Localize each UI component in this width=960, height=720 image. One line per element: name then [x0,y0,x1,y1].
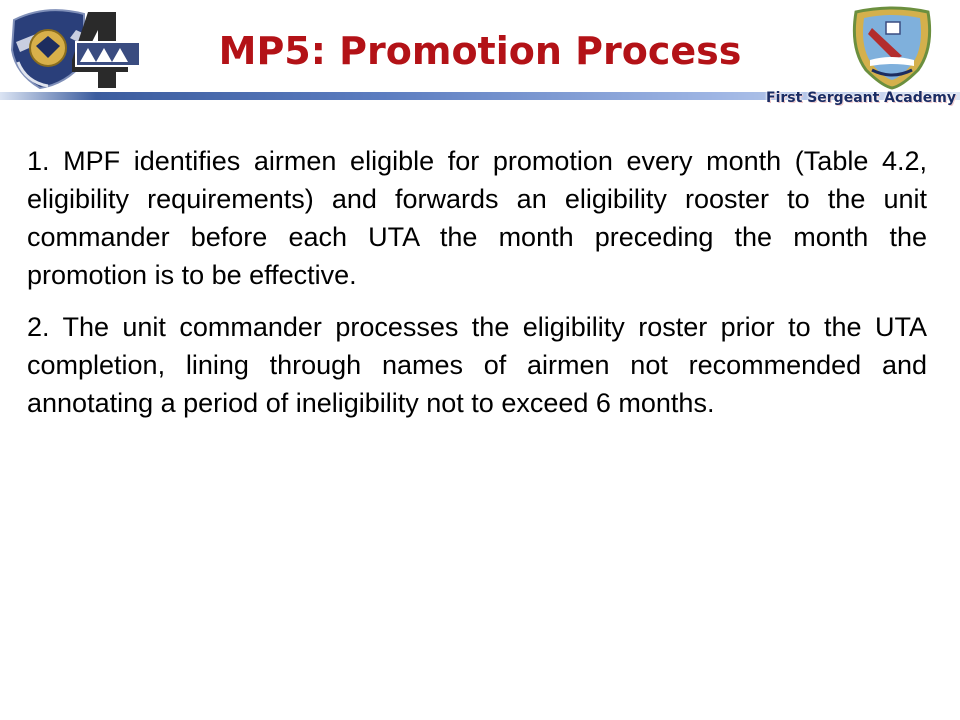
paragraph-2: 2. The unit commander processes the eligibility roster prior to the UTA completion, lining through names of airmen not recommended and annotating a period of ineligibility not to exceed 6 months. [27,312,927,418]
paragraph-1: 1. MPF identifies airmen eligible for promotion every month (Table 4.2, eligibility requirements) and forwards an eligibility rooster to the unit commander before each UTA the month preceding the month the promotion is to be effective. [27,146,927,290]
academy-label: First Sergeant Academy [766,90,956,106]
first-sergeant-academy-shield-icon [842,4,942,90]
page-title: MP5: Promotion Process [218,29,742,73]
slide-body [27,142,927,436]
